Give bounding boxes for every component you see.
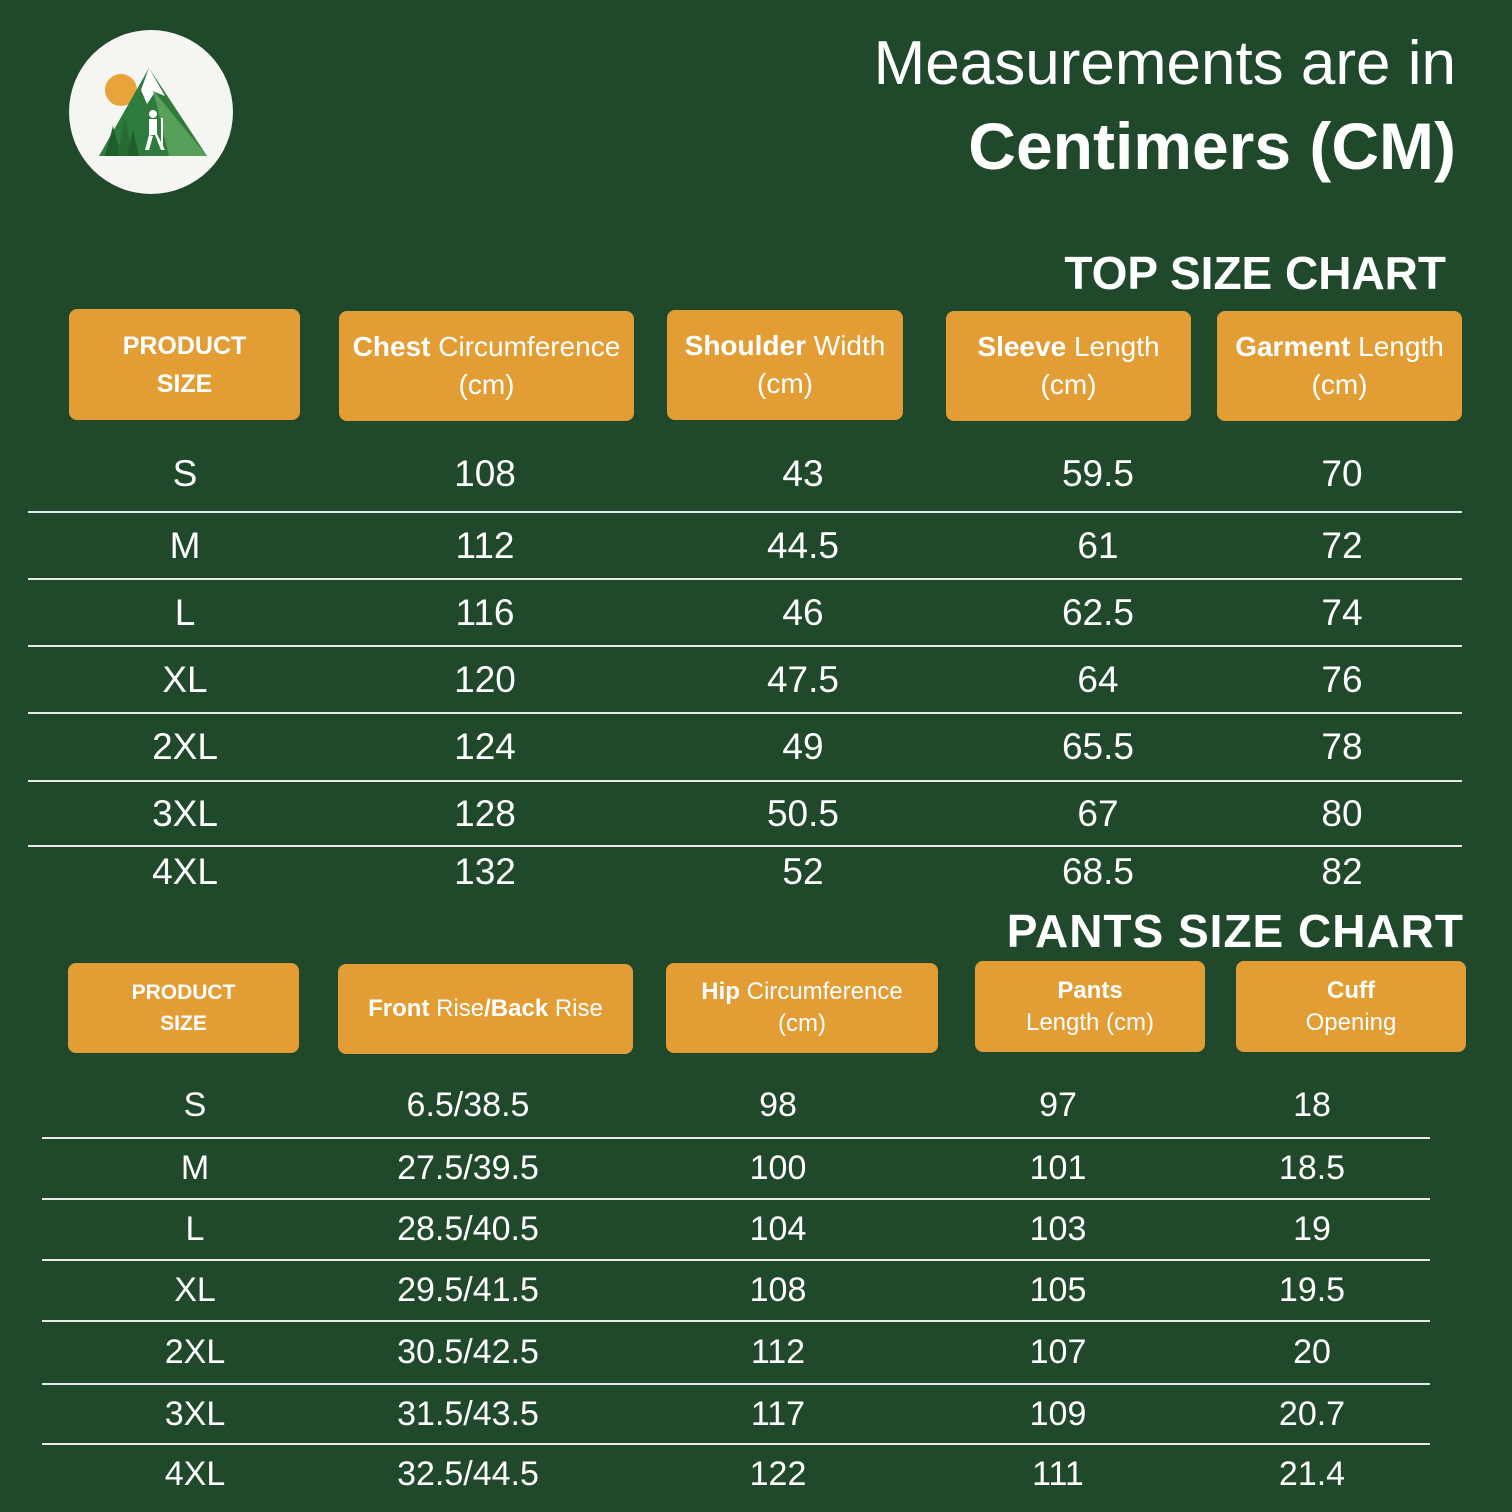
brand-logo — [69, 30, 233, 194]
sleeve-cell: 62.5 — [1061, 591, 1134, 633]
chest-cell: 108 — [454, 452, 516, 494]
size-cell: M — [180, 1149, 210, 1187]
shoulder-cell: 49 — [782, 726, 824, 767]
chest-cell: 128 — [454, 792, 516, 834]
shoulder-cell: 52 — [782, 851, 824, 892]
shoulder-cell: 44.5 — [766, 524, 839, 566]
top-header-garment: Garment Length (cm) — [1217, 311, 1462, 421]
top-header-sleeve: Sleeve Length (cm) — [946, 311, 1191, 421]
hip-cell: 122 — [749, 1454, 807, 1493]
pants-length-cell: 105 — [1029, 1271, 1087, 1309]
rise-cell: 30.5/42.5 — [397, 1333, 539, 1371]
garment-cell: 76 — [1321, 658, 1363, 700]
pants-header-length: Pants Length (cm) — [975, 961, 1205, 1052]
top-header-product-size: PRODUCT SIZE — [69, 309, 300, 420]
table-row — [28, 580, 1462, 647]
sleeve-cell: 65.5 — [1061, 726, 1134, 767]
sleeve-cell: 67 — [1077, 792, 1119, 834]
chest-cell: 132 — [454, 851, 516, 892]
pants-length-cell: 109 — [1029, 1394, 1087, 1433]
table-row — [28, 436, 1462, 513]
pants-length-cell: 101 — [1029, 1149, 1087, 1187]
shoulder-cell: 46 — [782, 591, 824, 633]
hip-cell: 100 — [749, 1149, 807, 1187]
hip-cell: 98 — [759, 1086, 797, 1124]
top-header-shoulder: Shoulder Width (cm) — [667, 310, 903, 420]
hip-cell: 112 — [750, 1333, 806, 1371]
size-cell: S — [172, 452, 198, 494]
table-row — [28, 714, 1462, 782]
cuff-cell: 20.7 — [1278, 1394, 1346, 1433]
cuff-cell: 20 — [1293, 1333, 1331, 1371]
pants-size-chart-title: PANTS SIZE CHART — [1006, 905, 1464, 957]
shoulder-cell: 50.5 — [766, 792, 839, 834]
chest-cell: 120 — [454, 658, 516, 700]
table-row — [42, 1200, 1430, 1261]
sleeve-cell: 64 — [1077, 658, 1119, 700]
pants-header-product-size: PRODUCT SIZE — [68, 963, 299, 1053]
top-size-table — [28, 436, 1462, 896]
shoulder-cell: 43 — [782, 452, 824, 494]
chest-cell: 124 — [454, 726, 516, 767]
table-row — [42, 1074, 1430, 1139]
rise-cell: 29.5/41.5 — [397, 1271, 539, 1309]
size-cell: 4XL — [152, 851, 218, 892]
size-cell: XL — [174, 1271, 216, 1309]
shoulder-cell: 47.5 — [766, 658, 839, 700]
sleeve-cell: 59.5 — [1061, 452, 1134, 494]
hip-cell: 117 — [750, 1394, 806, 1433]
mountain-hiker-icon — [69, 30, 233, 194]
pants-length-cell: 107 — [1029, 1333, 1087, 1371]
rise-cell: 28.5/40.5 — [397, 1210, 539, 1248]
table-row — [28, 513, 1462, 580]
size-cell: S — [183, 1086, 207, 1124]
pants-length-cell: 103 — [1029, 1210, 1087, 1248]
size-cell: L — [185, 1210, 205, 1248]
rise-cell: 32.5/44.5 — [397, 1454, 539, 1493]
table-row — [28, 782, 1462, 847]
size-cell: M — [169, 524, 201, 566]
cuff-cell: 19 — [1293, 1210, 1331, 1248]
pants-length-cell: 111 — [1032, 1454, 1084, 1493]
size-cell: 3XL — [152, 792, 218, 834]
sleeve-cell: 61 — [1077, 524, 1119, 566]
table-row — [42, 1139, 1430, 1200]
size-cell: 2XL — [152, 726, 218, 767]
title-line-1: Measurements are in — [873, 29, 1456, 98]
garment-cell: 70 — [1321, 452, 1363, 494]
table-row — [42, 1445, 1430, 1503]
top-size-chart-title: TOP SIZE CHART — [1064, 247, 1446, 299]
chest-cell: 112 — [455, 524, 515, 566]
garment-cell: 72 — [1321, 524, 1363, 566]
table-row — [28, 847, 1462, 897]
table-row — [42, 1385, 1430, 1445]
table-row — [42, 1261, 1430, 1322]
size-cell: 3XL — [164, 1394, 226, 1433]
rise-cell: 31.5/43.5 — [397, 1394, 539, 1433]
pants-header-cuff: Cuff Opening — [1236, 961, 1466, 1052]
sleeve-cell: 68.5 — [1061, 851, 1134, 892]
size-cell: 2XL — [164, 1333, 226, 1371]
cuff-cell: 18 — [1293, 1086, 1331, 1124]
table-row — [28, 647, 1462, 714]
garment-cell: 74 — [1321, 591, 1363, 633]
size-cell: L — [174, 591, 196, 633]
table-row — [42, 1322, 1430, 1385]
garment-cell: 78 — [1321, 726, 1363, 767]
pants-header-rise: Front Rise/Back Rise — [338, 964, 633, 1054]
hip-cell: 104 — [749, 1210, 807, 1248]
hip-cell: 108 — [749, 1271, 807, 1309]
size-cell: 4XL — [164, 1454, 226, 1493]
chest-cell: 116 — [455, 591, 515, 633]
rise-cell: 27.5/39.5 — [397, 1149, 539, 1187]
cuff-cell: 18.5 — [1278, 1149, 1346, 1187]
pants-header-hip: Hip Circumference (cm) — [666, 963, 938, 1053]
size-cell: XL — [162, 658, 208, 700]
pants-size-table — [42, 1074, 1430, 1506]
garment-cell: 80 — [1321, 792, 1363, 834]
cuff-cell: 21.4 — [1278, 1454, 1346, 1493]
garment-cell: 82 — [1321, 851, 1363, 892]
title-line-2: Centimers (CM) — [968, 109, 1456, 183]
cuff-cell: 19.5 — [1278, 1271, 1346, 1309]
top-header-chest: Chest Circumference (cm) — [339, 311, 634, 421]
pants-length-cell: 97 — [1039, 1086, 1077, 1124]
rise-cell: 6.5/38.5 — [406, 1086, 530, 1124]
